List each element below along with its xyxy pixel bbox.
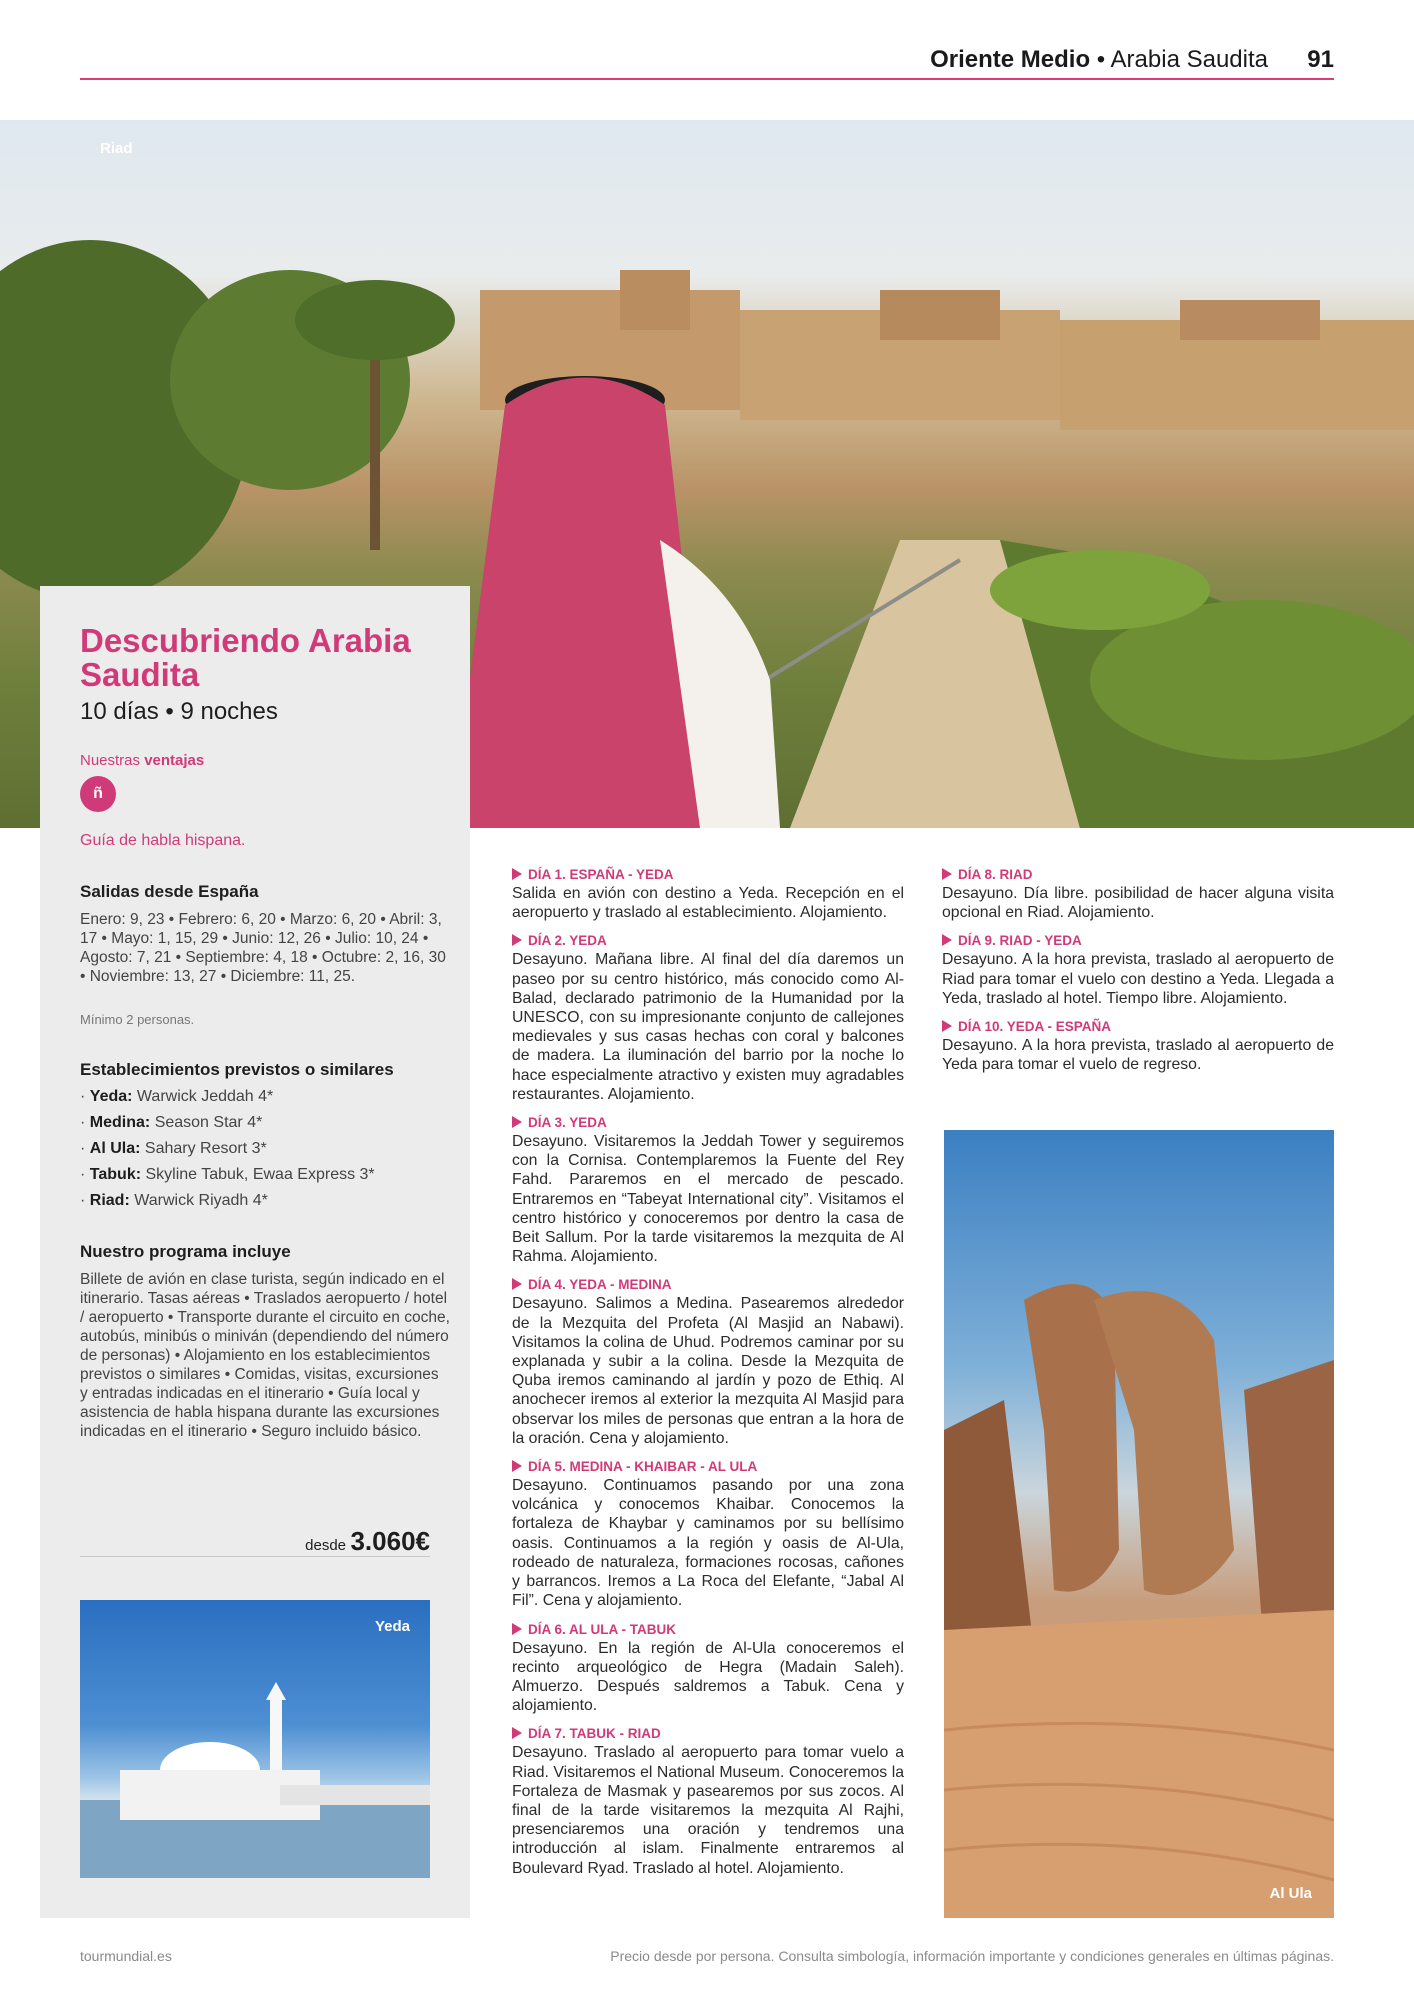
- day-marker-icon: [512, 868, 522, 880]
- hotel-item: · Riad: Warwick Riyadh 4*: [80, 1192, 268, 1209]
- page-header: [80, 46, 1334, 80]
- itinerary-day: [512, 866, 904, 922]
- spanish-guide-icon: ñ: [80, 776, 116, 812]
- day-title: DÍA 8. RIAD: [958, 867, 1033, 882]
- itinerary-day: [512, 1458, 904, 1610]
- advantages-bold: ventajas: [144, 752, 205, 769]
- departures-note: Mínimo 2 personas.: [80, 1012, 195, 1027]
- day-marker-icon: [512, 1623, 522, 1635]
- day-marker-icon: [512, 1278, 522, 1290]
- trip-summary-panel: [40, 586, 470, 1918]
- day-marker-icon: [942, 934, 952, 946]
- advantages-prefix: Nuestras: [80, 752, 141, 769]
- itinerary-day: [512, 1114, 904, 1266]
- day-description: Desayuno. Continuamos pasando por una zona volcánica y conocemos Khaibar. Conocemos la fortaleza de Khaybar y caminamos por su bellísimo oasis. Continuamos a la región y oasis de Al-Ula, rodeado de naturaleza, formaciones rocosas, cañones y barrancos. Iremos a La Roca del Elefante, “Jabal Al Fil”. Cena y alojamiento.: [512, 1477, 904, 1610]
- day-title: DÍA 7. TABUK - RIAD: [528, 1726, 661, 1742]
- hotel-item: · Medina: Season Star 4*: [80, 1114, 263, 1131]
- day-description: Desayuno. Traslado al aeropuerto para tomar vuelo a Riad. Visitaremos el National Museum. Conoceremos la Fortaleza de Masmak y pasearemos por sus zocos. Al final de la tarde visitaremos la mezquita Al Rajhi, presenciaremos una oración y tendremos una introducción al islam. Finalmente entraremos al Boulevard Ryad. Traslado al hotel. Alojamiento.: [512, 1744, 904, 1877]
- day-marker-icon: [942, 868, 952, 880]
- country-label: Arabia Saudita: [1110, 46, 1268, 73]
- photo-caption: Yeda: [374, 1618, 410, 1635]
- day-marker-icon: [942, 1020, 952, 1032]
- day-description: Desayuno. Salimos a Medina. Pasearemos alrededor de la Mezquita del Profeta (Al Masjid an Nabawi). Visitamos la colina de Uhud. Podremos caminar por su explanada y subir a la colina. Desde la Mezquita de Quba iremos caminando al jardín y pozo de Ethiq. Al anochecer iremos al exterior la mezquita Al Masjid para observar los miles de personas que entran a la hora de la oración. Cena y alojamiento.: [512, 1295, 904, 1447]
- mosque-illustration: [80, 1600, 430, 1878]
- region-label: Oriente Medio: [930, 46, 1091, 73]
- day-title: DÍA 2. YEDA: [528, 933, 607, 949]
- itinerary-day: [512, 1725, 904, 1877]
- day-marker-icon: [512, 1116, 522, 1128]
- rock-illustration: [944, 1130, 1334, 1918]
- header-divider: [80, 78, 1334, 80]
- itinerary-day: [942, 932, 1334, 1008]
- al-ula-photo: [944, 1130, 1334, 1918]
- itinerary-day: [512, 1621, 904, 1716]
- departures-heading: Salidas desde España: [80, 882, 259, 901]
- title-separator: •: [1096, 46, 1106, 73]
- day-description: Desayuno. En la región de Al-Ula conoceremos el recinto arqueológico de Hegra (Madain Saleh). Almuerzo. Después saldremos a Tabuk. Cena y alojamiento.: [512, 1639, 904, 1715]
- footer-note: Precio desde por persona. Consulta simbología, información importante y condiciones generales en últimas páginas.: [610, 1948, 1334, 1964]
- website-link[interactable]: tourmundial.es: [80, 1948, 172, 1964]
- price: [305, 1526, 430, 1557]
- advantage-description: Guía de habla hispana.: [80, 832, 246, 849]
- trip-duration: 10 días • 9 noches: [80, 698, 278, 725]
- day-marker-icon: [512, 1460, 522, 1472]
- itinerary-day: [512, 932, 904, 1104]
- day-description: Desayuno. Mañana libre. Al final del día daremos un paseo por su centro histórico, más conocido como Al-Balad, declarado patrimonio de la Humanidad por la UNESCO, con su impresionante conjunto de callejones medievales y sus casas hechas con coral y balcones de madera. La iluminación del barrio por la noche lo hace especialmente atractivo y existen muy agradables restaurantes. Alojamiento.: [512, 951, 904, 1103]
- itinerary-column-1: [512, 866, 904, 1888]
- day-title: DÍA 1. ESPAÑA - YEDA: [528, 867, 674, 882]
- day-description: Desayuno. Visitaremos la Jeddah Tower y seguiremos con la Cornisa. Contemplaremos la Fuente del Rey Fahd. Pararemos en el mercado de pescado. Entraremos en “Tabeyat International city”. Visitamos el centro histórico y conoceremos por dentro la casa de Beit Sallum. Por la tarde visitaremos la mezquita de Al Rahma. Alojamiento.: [512, 1133, 904, 1266]
- day-title: DÍA 6. AL ULA - TABUK: [528, 1621, 676, 1637]
- itinerary-day: [942, 866, 1334, 922]
- advantages-label: [80, 752, 204, 769]
- departures-dates: Enero: 9, 23 • Febrero: 6, 20 • Marzo: 6, 20 • Abril: 3, 17 • Mayo: 1, 15, 29 • Junio: 12, 26 • Julio: 10, 24 • Agosto: 7, 21 • Septiembre: 4, 18 • Octubre: 2, 16, 30 • Noviembre: 13, 27 • Diciembre: 11, 25.: [80, 911, 446, 985]
- hotel-item: · Yeda: Warwick Jeddah 4*: [80, 1088, 274, 1105]
- page-number: 91: [1307, 46, 1334, 73]
- trip-title: Descubriendo Arabia Saudita: [80, 622, 411, 693]
- day-title: DÍA 9. RIAD - YEDA: [958, 933, 1082, 949]
- price-divider: [80, 1556, 430, 1557]
- price-amount: 3.060€: [350, 1526, 430, 1556]
- includes-heading: Nuestro programa incluye: [80, 1242, 291, 1261]
- hotels-list: [80, 1084, 450, 1214]
- jeddah-mosque-photo: [80, 1600, 430, 1878]
- day-title: DÍA 5. MEDINA - KHAIBAR - AL ULA: [528, 1459, 758, 1475]
- day-description: Salida en avión con destino a Yeda. Recepción en el aeropuerto y traslado al establecimiento. Alojamiento.: [512, 885, 904, 922]
- photo-caption: Al Ula: [1269, 1885, 1312, 1902]
- includes-text: Billete de avión en clase turista, según indicado en el itinerario. Tasas aéreas • Traslados aeropuerto / hotel / aeropuerto • Transporte durante el circuito en coche, autobús, minibús o miniván (dependiendo del número de personas) • Alojamiento en los establecimientos previstos o similares • Comidas, visitas, excursiones y entradas indicadas en el itinerario • Guía local y asistencia de habla hispana durante las excursiones indicadas en el itinerario • Seguro incluido básico.: [80, 1271, 450, 1440]
- itinerary-day: [512, 1276, 904, 1448]
- itinerary-day: [942, 1018, 1334, 1074]
- hotels-heading: Establecimientos previstos o similares: [80, 1060, 394, 1079]
- day-description: Desayuno. A la hora prevista, traslado al aeropuerto de Riad para tomar el vuelo con destino a Yeda. Llegada a Yeda, traslado al hotel. Tiempo libre. Alojamiento.: [942, 951, 1334, 1007]
- hotel-item: · Al Ula: Sahary Resort 3*: [80, 1140, 267, 1157]
- hotel-item: · Tabuk: Skyline Tabuk, Ewaa Express 3*: [80, 1166, 375, 1183]
- day-title: DÍA 4. YEDA - MEDINA: [528, 1277, 672, 1293]
- day-description: Desayuno. Día libre. posibilidad de hacer alguna visita opcional en Riad. Alojamiento.: [942, 885, 1334, 922]
- hero-caption: Riad: [100, 140, 133, 157]
- itinerary-column-2: [942, 866, 1334, 1084]
- day-marker-icon: [512, 1727, 522, 1739]
- day-title: DÍA 3. YEDA: [528, 1115, 607, 1131]
- section-title: [930, 46, 1268, 74]
- day-marker-icon: [512, 934, 522, 946]
- day-title: DÍA 10. YEDA - ESPAÑA: [958, 1019, 1112, 1035]
- price-from-label: desde: [305, 1537, 347, 1554]
- day-description: Desayuno. A la hora prevista, traslado al aeropuerto de Yeda para tomar el vuelo de regreso.: [942, 1037, 1334, 1074]
